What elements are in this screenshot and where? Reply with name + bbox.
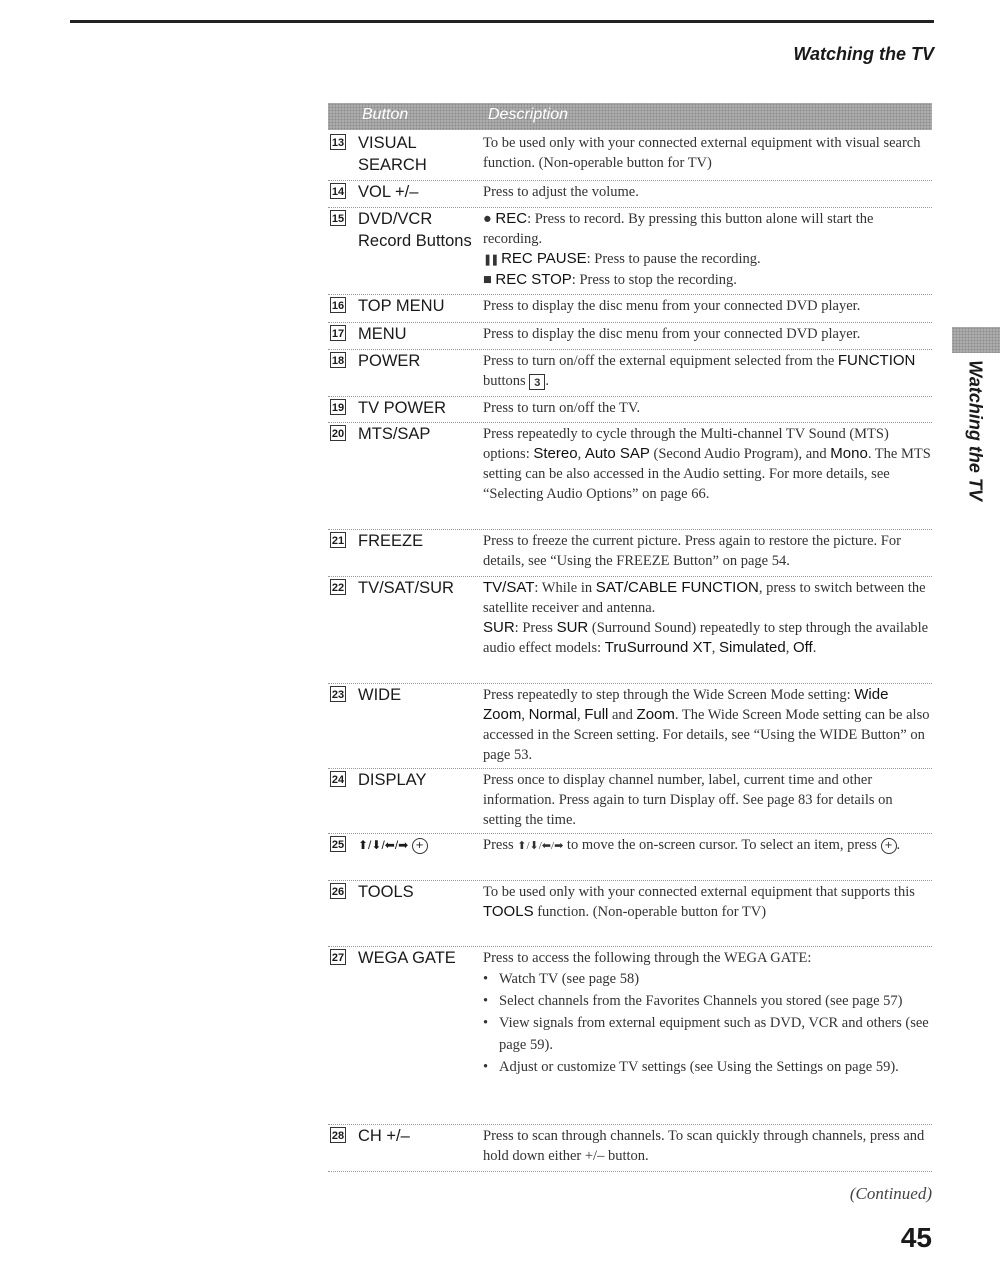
mts-text-2: (Second Audio Program), and — [653, 446, 827, 462]
item-number: 16 — [330, 297, 346, 313]
section-title: Watching the TV — [793, 44, 934, 64]
stop-icon — [483, 272, 492, 288]
sur-label: SUR — [483, 619, 515, 636]
table-row — [328, 323, 932, 350]
item-number: 17 — [330, 325, 346, 341]
page-number: 45 — [900, 1222, 932, 1253]
description: Press to display the disc menu from your connected DVD player. — [483, 298, 861, 314]
item-number: 27 — [330, 949, 346, 965]
description: Press to turn on/off the external equipment selected from the FUNCTION buttons 3 . — [483, 352, 916, 389]
button-name: TOOLS — [358, 883, 414, 901]
list-item: • Adjust or customize TV settings (see Using the Settings on page 59). — [483, 1056, 932, 1078]
button-name: WEGA GATE — [358, 949, 456, 967]
tvsat-label: TV/SAT — [483, 579, 535, 596]
table-row — [328, 1125, 932, 1172]
table-row — [328, 295, 932, 323]
table-row — [328, 684, 932, 769]
table-row — [328, 947, 932, 1125]
button-name: FREEZE — [358, 532, 424, 550]
rec-pause-text: : Press to pause the recording. — [586, 251, 761, 267]
option-trusurround: TruSurround XT — [604, 639, 712, 656]
list-item: • View signals from external equipment such as DVD, VCR and others (see page 59). — [483, 1012, 932, 1056]
description: Press to turn on/off the TV. — [483, 400, 641, 416]
tools-text: To be used only with your connected external equipment that supports this — [483, 884, 915, 900]
tvsat-text: : While in — [534, 580, 593, 596]
item-number: 14 — [330, 183, 346, 199]
list-item: • Watch TV (see page 58) — [483, 968, 932, 990]
item-number: 19 — [330, 399, 346, 415]
side-tab-marker — [952, 327, 1000, 353]
function-label: FUNCTION — [837, 352, 916, 369]
description: Press once to display channel number, label, current time and other information. Press again to turn Display off. See page 83 for details on setting the time. — [483, 772, 893, 828]
button-name: TV POWER — [358, 399, 447, 417]
item-number: 18 — [330, 352, 346, 368]
table-row — [328, 577, 932, 684]
mts-text-3: . The MTS setting can be also accessed in the Audio setting. For more details, see “Selecting Audio Options” on page 66. — [483, 446, 931, 502]
item-number: 28 — [330, 1127, 346, 1143]
side-tab-label: Watching the TV — [965, 360, 986, 501]
satcable-function: SAT/CABLE FUNCTION — [595, 579, 759, 596]
record-icon — [483, 211, 492, 227]
button-name: CH +/– — [358, 1127, 410, 1145]
wide-text-2: . The Wide Screen Mode setting can be also accessed in the Screen setting. For details, see “Using the WIDE Button” on page 53. — [483, 707, 930, 763]
rec-text: : Press to record. By pressing this button alone will start the recording. — [483, 211, 874, 247]
item-number: 22 — [330, 579, 346, 595]
col-description-header: Description — [488, 106, 569, 123]
description: To be used only with your connected external equipment with visual search function. (Non-operable button for TV) — [483, 135, 921, 171]
button-name: DVD/VCR Record Buttons — [358, 210, 472, 250]
reference-number: 3 — [529, 374, 545, 390]
list-item: • Select channels from the Favorites Channels you stored (see page 57) — [483, 990, 932, 1012]
item-number: 21 — [330, 532, 346, 548]
table-row — [328, 423, 932, 530]
and-word: and — [611, 707, 633, 723]
option-mono: Mono — [830, 445, 868, 462]
table-row — [328, 208, 932, 295]
table-row — [328, 181, 932, 208]
description: Press to display the disc menu from your connected DVD player. — [483, 326, 861, 342]
table-row — [328, 397, 932, 423]
button-name: TOP MENU — [358, 297, 445, 315]
button-name: POWER — [358, 352, 421, 370]
button-name: VOL +/– — [358, 183, 419, 201]
mts-text: Press repeatedly to cycle through the Multi-channel TV Sound (MTS) options: — [483, 426, 889, 462]
wega-list — [483, 968, 932, 1078]
button-name: TV/SAT/SUR — [358, 579, 454, 597]
table-row — [328, 881, 932, 947]
tools-text-2: function. (Non-operable button for TV) — [537, 904, 767, 920]
item-number: 24 — [330, 771, 346, 787]
tvsat-text-2: , press to switch between the satellite receiver and antenna. — [483, 580, 926, 616]
option-off: Off — [792, 639, 813, 656]
description: Press to scan through channels. To scan quickly through channels, press and hold down either +/– button. — [483, 1128, 925, 1164]
item-number: 20 — [330, 425, 346, 441]
button-name: DISPLAY — [358, 771, 427, 789]
table-row — [328, 350, 932, 397]
side-tab — [962, 358, 988, 508]
button-name: MTS/SAP — [358, 425, 431, 443]
mode-normal: Normal — [528, 706, 577, 723]
description: Press repeatedly to step through the Wide Screen Mode setting: Wide Zoom, Normal, Full and Zoom. The Wide Screen Mode setting can be also accessed in the Screen setting. For details, see “Using the WIDE Button” on page 53. — [483, 686, 930, 763]
rec-label: REC — [495, 210, 528, 227]
table-row — [328, 530, 932, 577]
description — [483, 881, 932, 924]
button-name: VISUAL SEARCH — [358, 134, 427, 174]
description: Press to adjust the volume. — [483, 184, 639, 200]
description — [483, 947, 932, 1080]
description: Press repeatedly to cycle through the Multi-channel TV Sound (MTS) options: Stereo, Auto SAP (Second Audio Program), and Mono. The MTS setting can be also accessed in the Audio setting. For more details, see “Selecting Audio Options” on page 66. — [483, 426, 931, 502]
arrow-icons: ⬆/⬇/⬅/➡ — [358, 838, 409, 852]
item-number: 15 — [330, 210, 346, 226]
option-simulated: Simulated — [719, 639, 786, 656]
rec-stop-text: : Press to stop the recording. — [571, 272, 737, 288]
rec-stop-label: REC STOP — [495, 271, 572, 288]
item-number: 26 — [330, 883, 346, 899]
button-name: WIDE — [358, 686, 402, 704]
description: Press to freeze the current picture. Press again to restore the picture. For details, see “Using the FREEZE Button” on page 54. — [483, 533, 901, 569]
description: TV/SAT: While in SAT/CABLE FUNCTION, press to switch between the satellite receiver and antenna. SUR: Press SUR (Surround Sound) repeatedly to step through the available audio effect models: TruSurround XT, Simulated, Off. — [483, 579, 929, 656]
wide-text: Press repeatedly to step through the Wide Screen Mode setting: — [483, 687, 851, 703]
sur-text-2: (Surround Sound) repeatedly to step through the available audio effect models: — [483, 620, 929, 656]
continued-note: (Continued) — [849, 1184, 932, 1203]
enter-icon: + — [412, 838, 428, 854]
button-name — [358, 834, 483, 856]
top-rule — [70, 20, 934, 23]
button-name: MENU — [358, 325, 407, 343]
sur-label-2: SUR — [556, 619, 589, 636]
button-description-table — [328, 103, 932, 1172]
col-button-header: Button — [362, 106, 409, 123]
table-row — [328, 769, 932, 834]
option-auto-sap: Auto SAP — [584, 445, 650, 462]
enter-icon-inline: + — [881, 838, 897, 854]
tools-label: TOOLS — [483, 903, 534, 920]
option-stereo: Stereo — [533, 445, 578, 462]
description: Press ⬆/⬇/⬅/➡ to move the on-screen cursor. To select an item, press + . — [483, 837, 901, 853]
item-number: 13 — [330, 134, 346, 150]
table-row — [328, 834, 932, 881]
description — [483, 208, 932, 292]
arrows-text: Press — [483, 837, 514, 853]
wega-intro: Press to access the following through the WEGA GATE: — [483, 950, 812, 966]
pause-icon — [483, 251, 497, 267]
table-row — [328, 132, 932, 181]
table-header — [328, 103, 932, 130]
mode-full: Full — [584, 706, 609, 723]
mode-zoom: Zoom — [636, 706, 675, 723]
rec-pause-label: REC PAUSE — [501, 250, 587, 267]
power-text: Press to turn on/off the external equipment selected from the — [483, 353, 835, 369]
arrows-text-2: to move the on-screen cursor. To select an item, press — [566, 837, 877, 853]
mode-wide-zoom: Wide Zoom — [483, 686, 889, 723]
sur-text: : Press — [514, 620, 553, 636]
item-number: 25 — [330, 836, 346, 852]
item-number: 23 — [330, 686, 346, 702]
arrow-icons-inline: ⬆/⬇/⬅/➡ — [517, 840, 564, 852]
buttons-word: buttons — [483, 373, 526, 389]
